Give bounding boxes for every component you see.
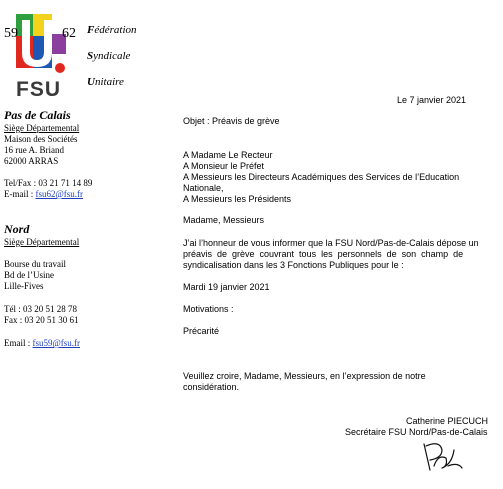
letter-date: Le 7 janvier 2021: [397, 95, 467, 105]
pas-de-calais-title: Pas de Calais: [4, 108, 71, 122]
nord-address-3: Lille-Fives: [4, 281, 44, 291]
federation-line-2: Syndicale: [87, 50, 131, 62]
nord-tel: Tél : 03 20 51 28 78: [4, 304, 77, 314]
nord-address-1: Bourse du travail: [4, 259, 66, 269]
letter-salutation: Madame, Messieurs: [183, 215, 265, 225]
nord-subtitle: Siège Départemental: [4, 237, 80, 247]
motivations-label: Motivations :: [183, 304, 234, 314]
closing-line-1: Veuillez croire, Madame, Messieurs, en l’expression de notre: [183, 371, 426, 381]
federation-line-1: Fédération: [87, 24, 137, 36]
pas-de-calais-email-link[interactable]: fsu62@fsu.fr: [35, 189, 84, 199]
strike-date: Mardi 19 janvier 2021: [183, 282, 270, 292]
pas-de-calais-subtitle: Siège Départemental: [4, 123, 80, 133]
federation-line-3: Unitaire: [87, 76, 124, 86]
logo-number-left: 59: [4, 26, 18, 41]
recipient-line-4: Nationale,: [183, 183, 224, 193]
recipient-line-3: A Messieurs les Directeurs Académiques des Services de l’Education: [183, 172, 460, 182]
nord-address-2: Bd de l’Usine: [4, 270, 54, 280]
recipient-line-1: A Madame Le Recteur: [183, 150, 273, 160]
fsu-logo: [4, 12, 86, 104]
paragraph-line-2: préavis de grève couvrant tous les personnels de son champ de: [183, 249, 464, 259]
logo-number-right: 62: [62, 26, 76, 41]
recipient-line-5: A Messieurs les Présidents: [183, 194, 292, 204]
signatory-name: Catherine PIECUCH: [406, 416, 489, 426]
letter-object: Objet : Préavis de grève: [183, 116, 280, 126]
pas-de-calais-address-3: 62000 ARRAS: [4, 156, 59, 166]
pas-de-calais-tel: Tel/Fax : 03 21 71 14 89: [4, 178, 93, 188]
logo-dot: [55, 63, 65, 73]
recipient-line-2: A Monsieur le Préfet: [183, 161, 265, 171]
paragraph-line-1: J’ai l’honneur de vous informer que la FSU Nord/Pas-de-Calais dépose un: [183, 238, 479, 248]
logo-acronym: FSU: [16, 78, 61, 101]
pas-de-calais-address-1: Maison des Sociétés: [4, 134, 78, 144]
nord-fax: Fax : 03 20 51 30 61: [4, 315, 79, 325]
pas-de-calais-address-2: 16 rue A. Briand: [4, 145, 64, 155]
signatory-title: Secrétaire FSU Nord/Pas-de-Calais: [345, 427, 488, 437]
reason-text: Précarité: [183, 326, 220, 336]
pas-de-calais-email-line: E-mail : fsu62@fsu.fr: [4, 189, 84, 199]
nord-email-line: Email : fsu59@fsu.fr: [4, 338, 81, 348]
signature: [418, 436, 466, 476]
nord-email-link[interactable]: fsu59@fsu.fr: [32, 338, 81, 348]
nord-title: Nord: [4, 222, 30, 236]
paragraph-line-3: syndicalisation dans les 3 Fonctions Publiques pour le :: [183, 260, 404, 270]
closing-line-2: considération.: [183, 382, 240, 392]
